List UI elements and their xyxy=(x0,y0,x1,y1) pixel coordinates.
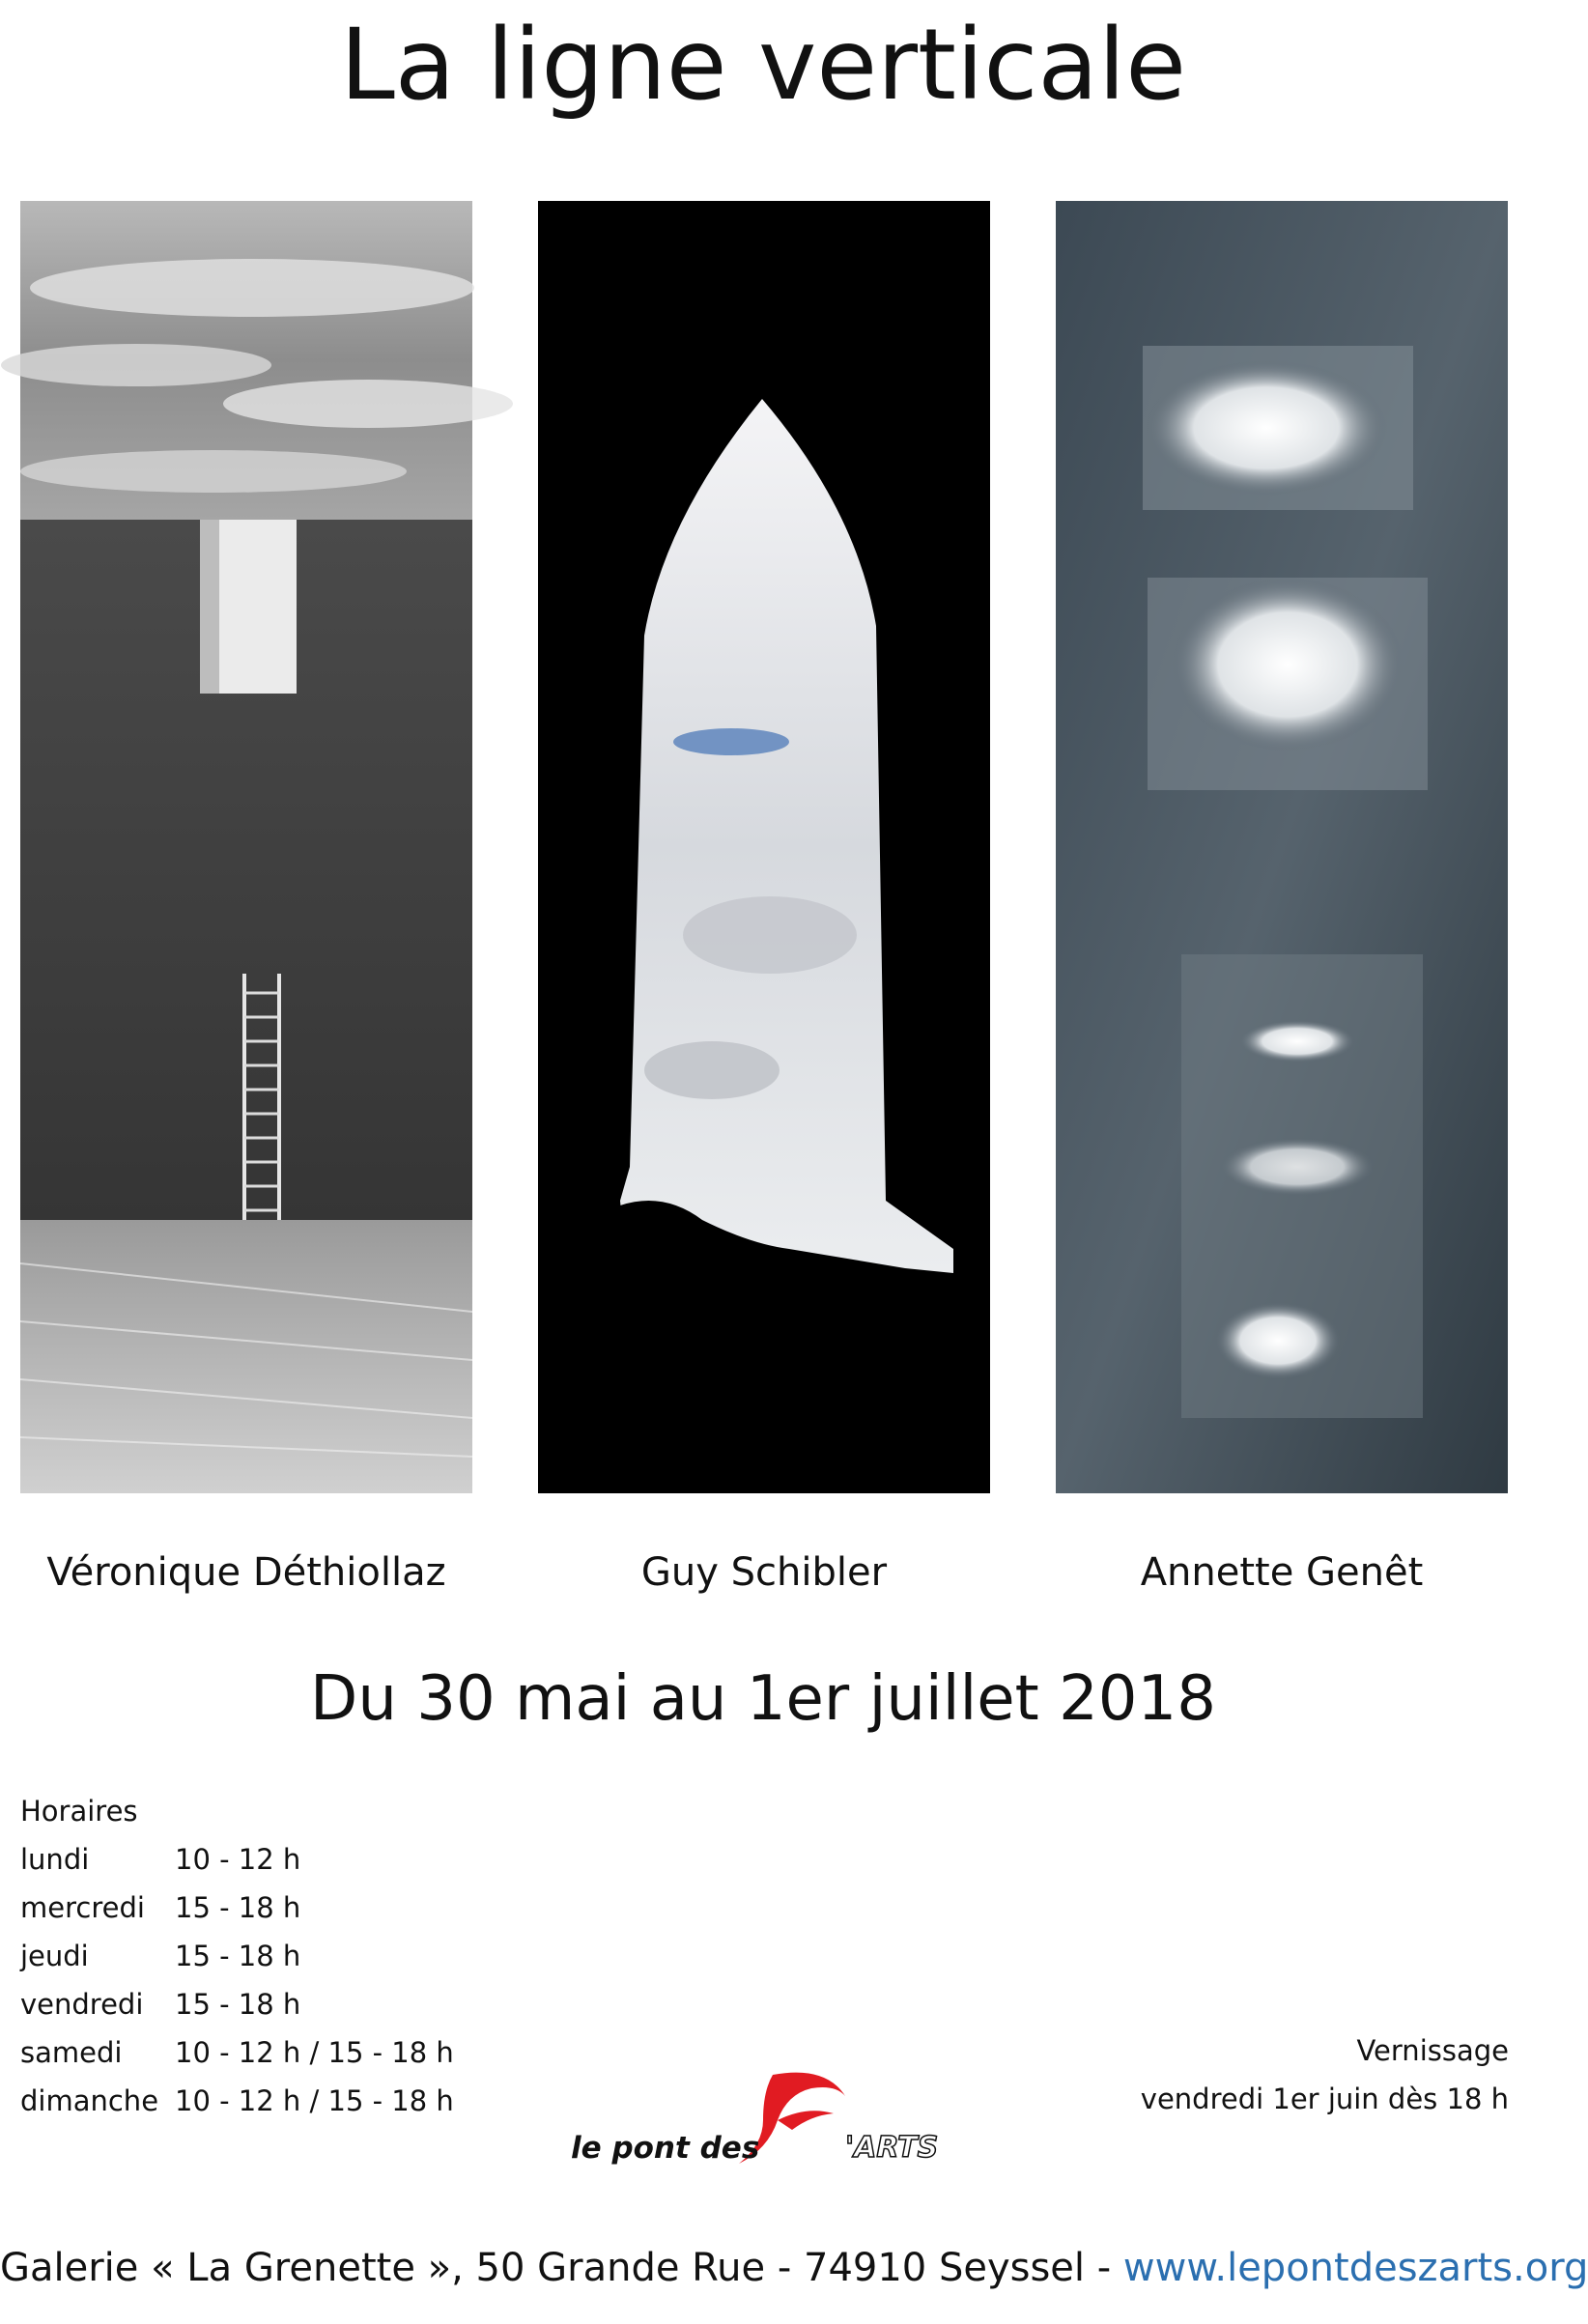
hours-time: 10 - 12 h xyxy=(175,1843,301,1876)
artwork-photo-image xyxy=(538,201,990,1493)
footer xyxy=(0,2246,1588,2290)
hours-row xyxy=(20,1884,301,1932)
website-link[interactable]: www.lepontdeszarts.org xyxy=(1122,2246,1588,2290)
logo-text: le pont des xyxy=(571,2131,760,2166)
artwork-genet xyxy=(1056,201,1508,1493)
hours-day: mercredi xyxy=(20,1891,145,1924)
hours-row xyxy=(20,1835,301,1884)
vernissage-info xyxy=(1141,2026,1509,2123)
logo-arts-text: 'ARTS xyxy=(845,2131,939,2165)
hours-row xyxy=(20,2077,454,2125)
hours-time: 15 - 18 h xyxy=(175,1940,301,1972)
hours-time: 10 - 12 h / 15 - 18 h xyxy=(175,2084,454,2117)
page-title: La ligne verticale xyxy=(339,8,1187,123)
hours-time: 15 - 18 h xyxy=(175,1891,301,1924)
hours-day: jeudi xyxy=(20,1940,89,1972)
artist-name-2: Guy Schibler xyxy=(640,1550,888,1595)
vernissage-label: Vernissage xyxy=(1356,2034,1509,2067)
vernissage-date: vendredi 1er juin dès 18 h xyxy=(1140,2083,1509,2115)
hours-time: 10 - 12 h / 15 - 18 h xyxy=(175,2036,454,2069)
hours-day: lundi xyxy=(20,1843,90,1876)
hours-row xyxy=(20,1932,301,1980)
opening-hours xyxy=(20,1787,454,2125)
artist-name-1: Véronique Déthiollaz xyxy=(46,1550,446,1595)
artwork-drawing-image xyxy=(20,201,472,1493)
logo-swoosh-icon xyxy=(720,2067,865,2183)
artwork-abstract-image xyxy=(1056,201,1508,1493)
pont-des-arts-logo xyxy=(565,2067,971,2202)
hours-row xyxy=(20,1980,301,2028)
hours-day: dimanche xyxy=(20,2084,159,2117)
hours-row xyxy=(20,2028,454,2077)
artwork-schibler xyxy=(538,201,990,1493)
exhibition-dates: Du 30 mai au 1er juillet 2018 xyxy=(310,1663,1216,1735)
gallery-address: Galerie « La Grenette », 50 Grande Rue - 74910 Seyssel - xyxy=(0,2246,1123,2290)
hours-time: 15 - 18 h xyxy=(175,1988,301,2021)
hours-day: vendredi xyxy=(20,1988,144,2021)
hours-day: samedi xyxy=(20,2036,123,2069)
artwork-dethiollaz xyxy=(20,201,472,1493)
artist-name-3: Annette Genêt xyxy=(1140,1550,1424,1595)
hours-heading: Horaires xyxy=(20,1795,138,1828)
